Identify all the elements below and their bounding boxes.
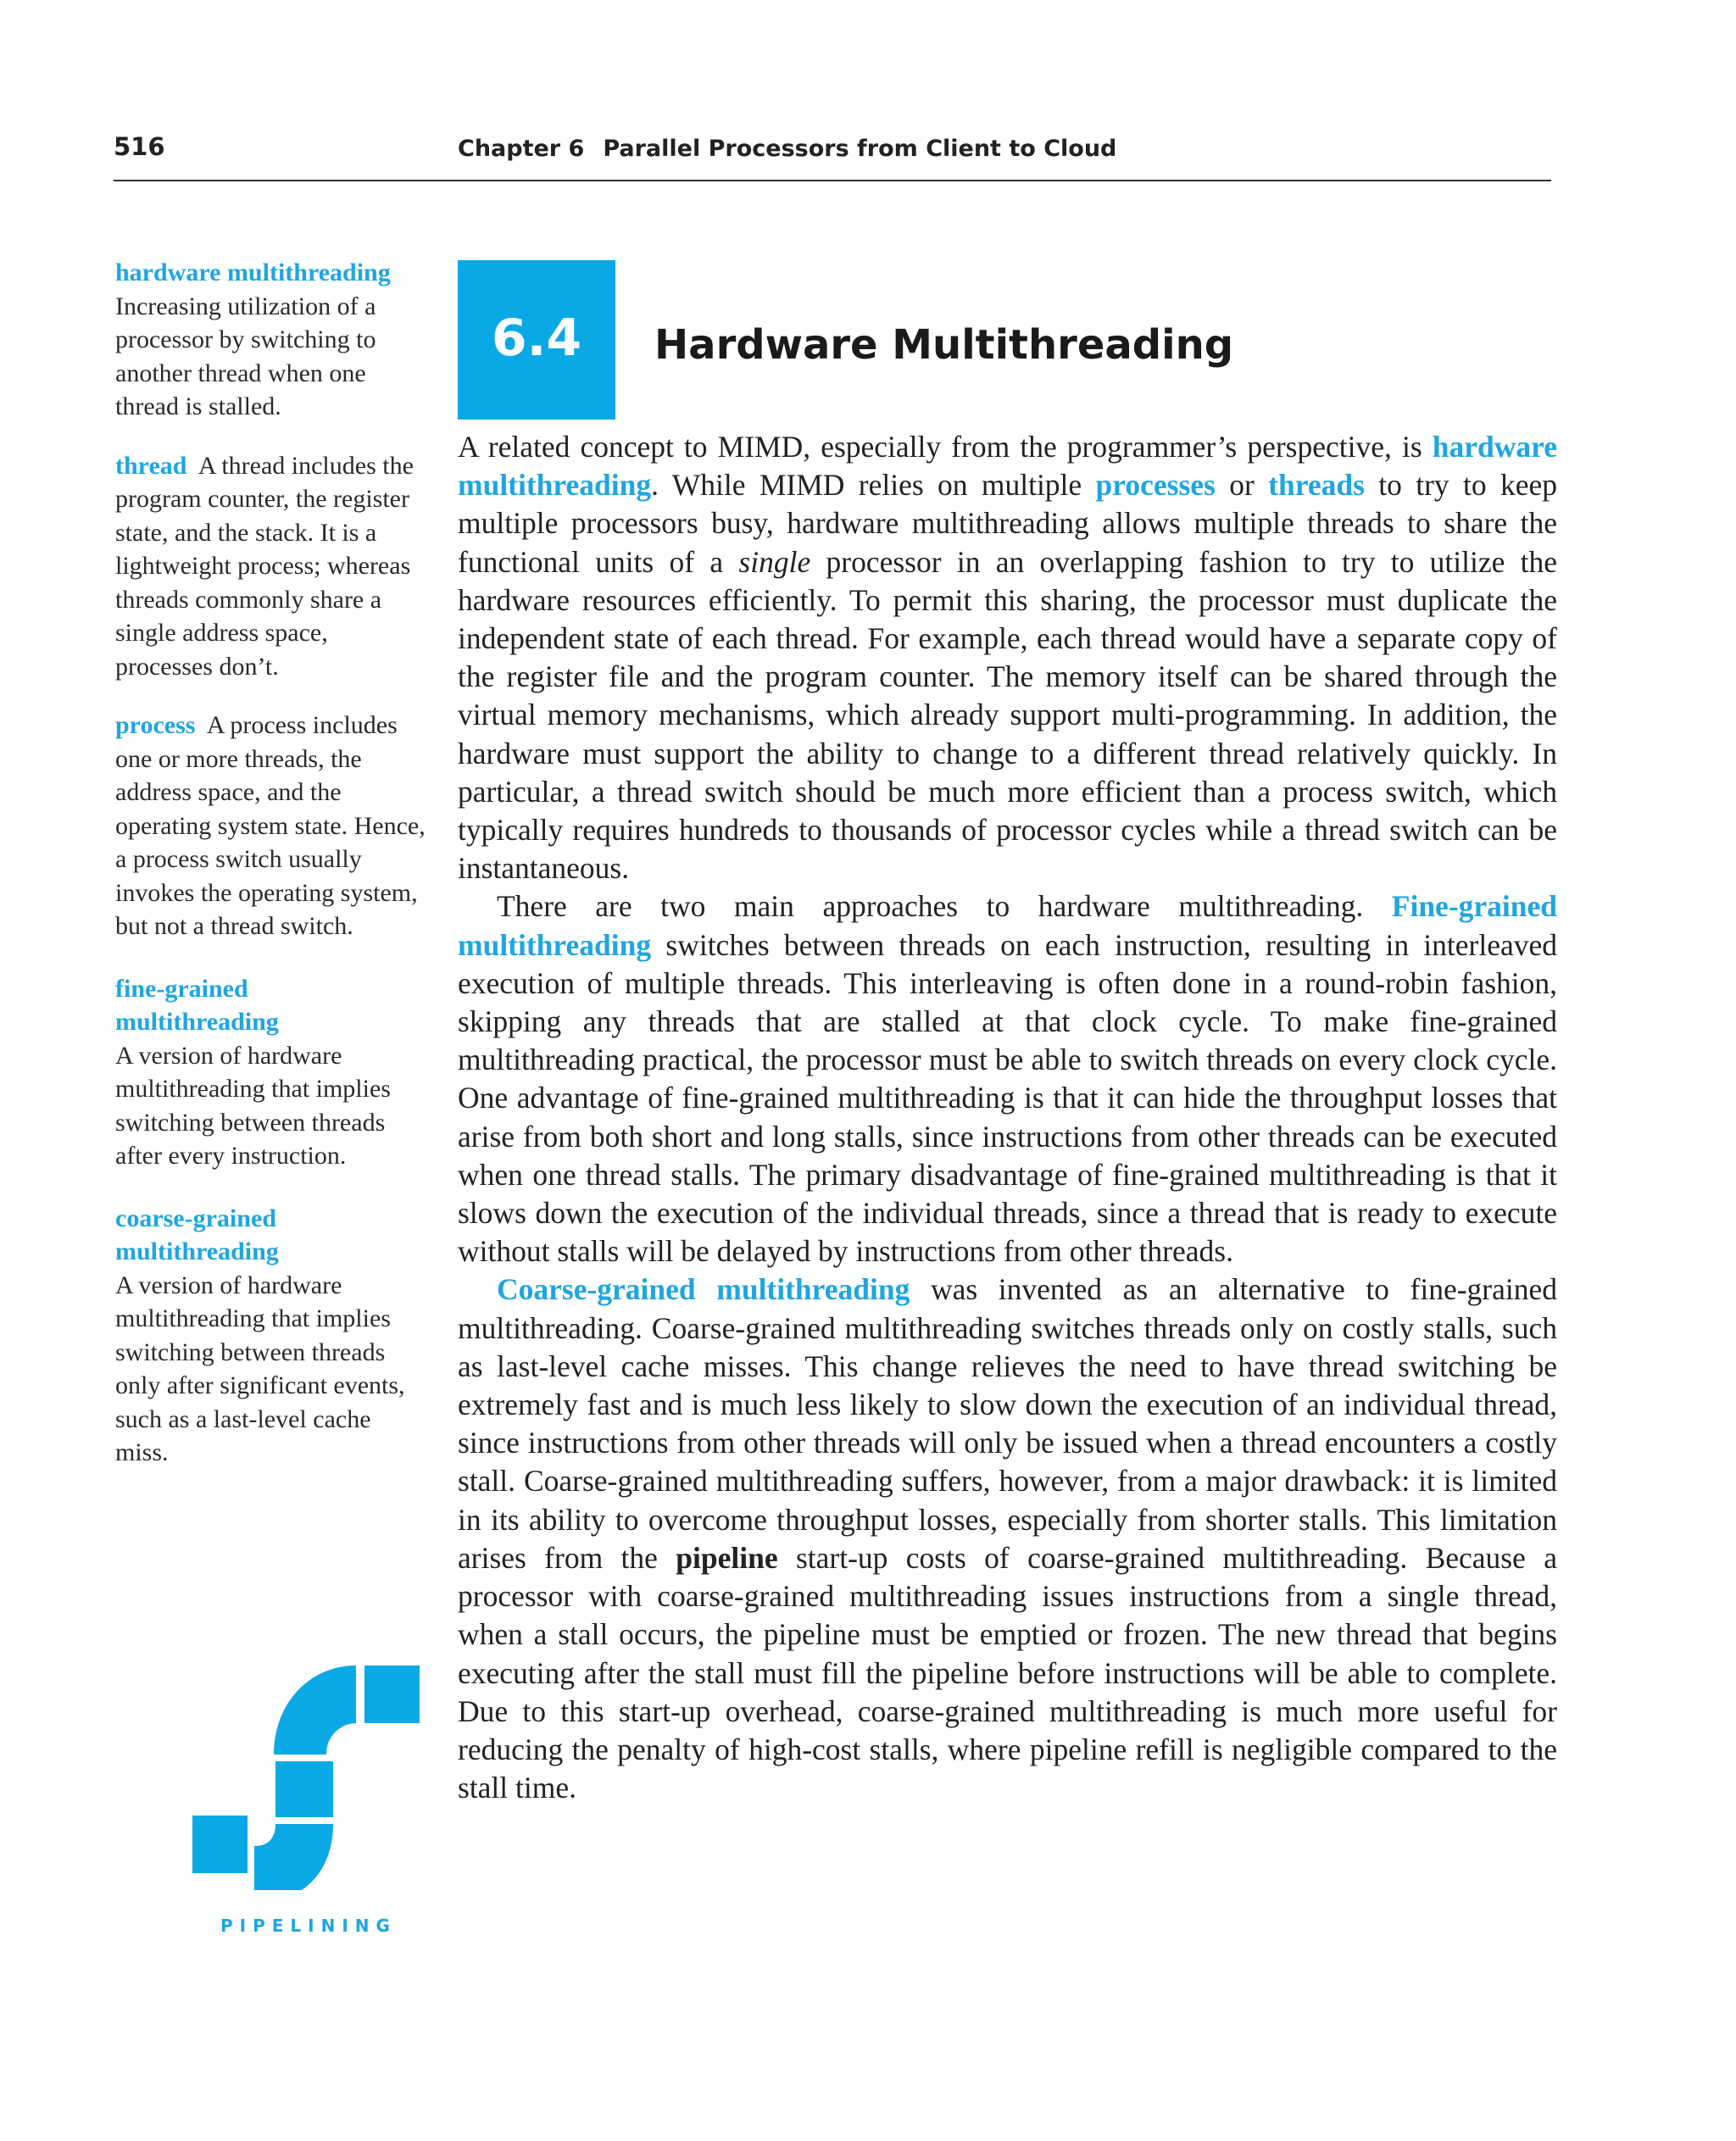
pipelining-label: PIPELINING: [220, 1916, 397, 1936]
key-term-fine-grained: Fine-grained multithreading: [458, 889, 1557, 962]
glossary-term: process: [115, 711, 196, 739]
emphasis: single: [738, 544, 811, 579]
glossary-definition: A version of hardware multithreading that implies switching between threads only after significant events, such as a last-level cache miss.: [115, 1271, 405, 1466]
key-term-processes: processes: [1095, 468, 1216, 503]
key-term-threads: threads: [1268, 468, 1365, 503]
glossary-entry: [115, 972, 370, 1039]
text-run: switches between threads on each instruction, resulting in interleaved execution of multiple threads. This interleaving is often done in a round-robin fashion, skipping any threads that are stalled at that clock cycle. To make fine-grained multithreading practical, the processor must be able to switch threads on every clock cycle. One advantage of fine-grained multithreading is that it can hide the throughput losses that arise from both short and long stalls, since instructions from other threads can be executed when one thread stalls. The primary disadvantage of fine-grained multithreading is that it slows down the execution of the individual threads, since a thread that is ready to execute without stalls will be delayed by instructions from other threads.: [458, 927, 1557, 1269]
key-term-hardware-multithreading: hardware multithreading: [458, 430, 1557, 503]
glossary-definition-block: [115, 1039, 429, 1173]
paragraph: [458, 1271, 1557, 1807]
glossary-definition: Increasing utilization of a processor by switching to another thread when one thread is stalled.: [115, 292, 376, 420]
text-run: or: [1215, 468, 1269, 503]
glossary-definition: A version of hardware multithreading that implies switching between threads after every instruction.: [115, 1041, 391, 1170]
chapter-title: Parallel Processors from Client to Cloud: [603, 136, 1117, 162]
text-run: start-up costs of coarse-grained multithreading. Because a processor with coarse-grained multithreading issues instructions from a single thread, when a stall occurs, the pipeline must be emptied or frozen. The new thread that begins executing after the stall must fill the pipeline before instructions will be able to complete. Due to this start-up overhead, coarse-grained multithreading is much more useful for reducing the penalty of high-cost stalls, where pipeline refill is negligible compared to the stall time.: [458, 1540, 1557, 1805]
body-text: [458, 428, 1557, 1807]
text-run: . While MIMD relies on multiple: [651, 468, 1096, 503]
glossary-entry: [115, 449, 429, 684]
glossary-term: coarse-grained multithreading: [115, 1204, 279, 1265]
section-number: 6.4: [491, 309, 582, 368]
key-term-coarse-grained: Coarse-grained multithreading: [497, 1272, 910, 1307]
margin-glossary: [115, 256, 429, 1470]
text-run: processor in an overlapping fashion to try to utilize the hardware resources efficiently. To permit this sharing, the processor must duplicate the independent state of each thread. For example, each thread would have a separate copy of the register file and the program counter. The memory itself can be shared through the virtual memory mechanisms, which already support multi-programming. In addition, the hardware must support the ability to change to a different thread relatively quickly. In particular, a thread switch should be much more efficient than a process switch, which typically requires hundreds to thousands of processor cycles while a thread switch can be instantaneous.: [458, 544, 1557, 886]
glossary-entry: [115, 709, 429, 943]
section-title: Hardware Multithreading: [654, 321, 1234, 369]
text-run: was invented as an alternative to fine-grained multithreading. Coarse-grained multithreading switches threads only on costly stalls, such as last-level cache misses. This change relieves the need to have thread switching be extremely fast and is much less likely to slow down the execution of an individual thread, since instructions from other threads will only be issued when a thread encounters a costly stall. Coarse-grained multithreading suffers, however, from a major drawback: it is limited in its ability to overcome throughput losses, especially from shorter stalls. This limitation arises from the: [458, 1272, 1557, 1575]
glossary-term: hardware multithreading: [115, 259, 391, 286]
chapter-label: Chapter 6: [458, 136, 585, 162]
text-run: A related concept to MIMD, especially from the programmer’s perspective, is: [458, 430, 1433, 464]
bold-term-pipeline: pipeline: [676, 1540, 778, 1575]
glossary-definition: A process includes one or more threads, the address space, and the operating system state. Hence, a process switch usually invokes the operating system, but not a thread switch.: [115, 711, 426, 940]
glossary-entry: [115, 1202, 370, 1269]
glossary-term: fine-grained multithreading: [115, 974, 279, 1036]
page-number: 516: [114, 132, 165, 161]
glossary-definition-block: [115, 1269, 429, 1470]
glossary-entry: [115, 256, 429, 424]
paragraph: [458, 887, 1557, 1271]
glossary-definition: A thread includes the program counter, the register state, and the stack. It is a lightweight process; whereas threads commonly share a single address space, processes don’t.: [115, 451, 414, 681]
running-header: [458, 136, 1116, 162]
text-run: to try to keep multiple processors busy, hardware multithreading allows multiple threads to share the functional units of a: [458, 468, 1557, 579]
paragraph: [458, 428, 1557, 887]
pipelining-icon: [191, 1653, 428, 1890]
glossary-term: thread: [115, 451, 187, 480]
text-run: There are two main approaches to hardware multithreading.: [497, 889, 1392, 924]
header-rule: [114, 180, 1551, 181]
